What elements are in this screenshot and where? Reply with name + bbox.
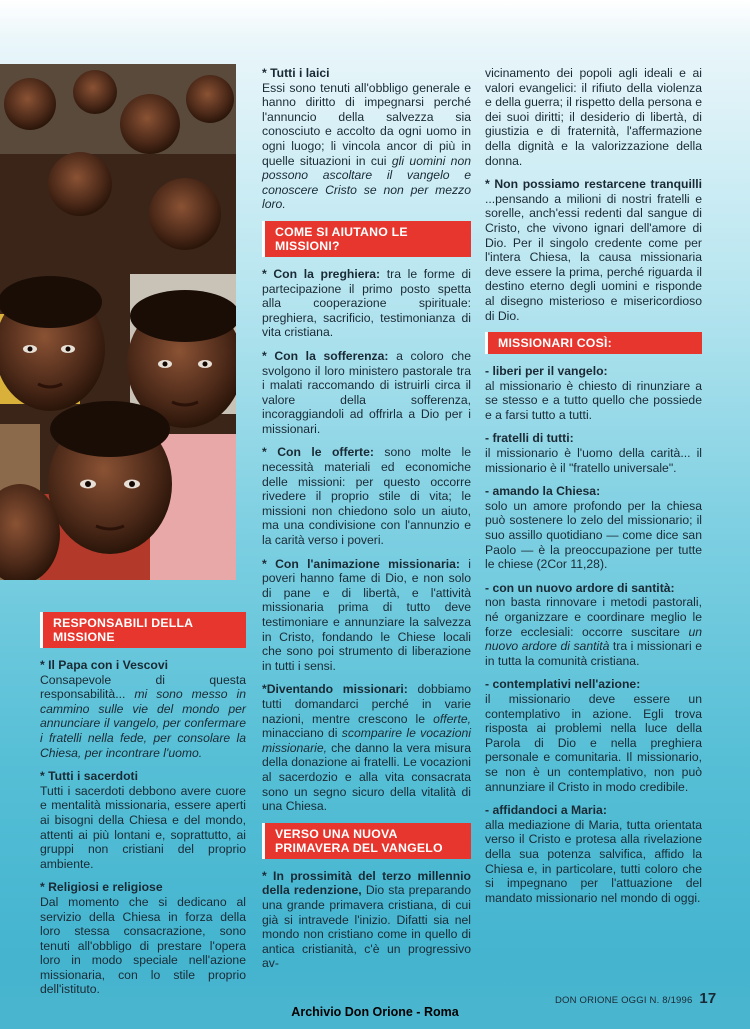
ardore-paragraph <box>485 595 702 668</box>
animazione-paragraph <box>262 557 471 674</box>
affidandoci-heading: - affidandoci a Maria: <box>485 803 607 818</box>
religiosi-heading: * Religiosi e religiose <box>40 880 163 895</box>
laici-paragraph <box>262 81 471 212</box>
amando-heading: - amando la Chiesa: <box>485 484 601 499</box>
contemplativi-heading: - contemplativi nell'azione: <box>485 677 641 692</box>
preghiera-paragraph <box>262 267 471 340</box>
papa-paragraph <box>40 673 246 761</box>
sofferenza-lead: * Con la sofferenza: <box>262 348 389 363</box>
sofferenza-body: a coloro che svolgono il loro ministero pastorale tra i malati raccomando di istruirli circa il valore della sofferenza, incoraggiandoli ad offrirla a Dio per i missionari. <box>262 348 471 436</box>
column-right <box>485 66 702 914</box>
amando-paragraph: solo un amore profondo per la chiesa può sostenere lo zelo del missionario; il suo assillo quotidiano — come dice san Paolo — è la preoccupazione per tutte le chiese (2Cor 11,28). <box>485 498 702 572</box>
offerte-body: sono molte le necessità materiali ed economiche delle missioni: per questo occorre rivedere il proprio stile di vita; le missioni non chiedono solo un aiuto, ma una condivisione con l'annunzio e la carità verso i poveri. <box>262 445 471 548</box>
offerte-lead: * Con le offerte: <box>262 445 374 460</box>
ardore-heading: - con un nuovo ardore di santità: <box>485 580 675 595</box>
children-photo-drawing <box>0 64 236 580</box>
prossimita-paragraph <box>262 869 471 971</box>
diventando-body3: che danno la vera misura della donazione ai fratelli. Le vocazioni al sacerdozio e alla vita consacrata sono un segno sicuro della vitalità di una Chiesa. <box>262 740 471 814</box>
section-header-responsabili: RESPONSABILI DELLA MISSIONE <box>40 612 246 648</box>
section-header-aiutano: COME SI AIUTANO LE MISSIONI? <box>262 221 471 257</box>
papa-italic: mi sono messo in cammino sulle vie del mondo per annunciare il vangelo, per confermare i fratelli nella fede, per consolare la Chiesa, per incontrare l'uomo. <box>40 687 247 760</box>
animazione-lead: * Con l'animazione missionaria: <box>262 556 460 571</box>
laici-body: Essi sono tenuti all'obbligo generale e hanno diritto di impegnarsi perché l'annuncio della salvezza sia conosciuto e accolto da ogni uomo in ogni luogo; li vincola ancor di più in quelle situazioni in cui <box>262 80 471 168</box>
prossimita-body: Dio sta preparando una grande primavera cristiana, di cui già si intravede l'inizio. Difatti sia nel mondo non cristiano come in quello di antica cristianità, c'è un progressivo av- <box>262 883 471 971</box>
papa-heading: * Il Papa con i Vescovi <box>40 658 169 672</box>
column-middle <box>262 66 471 980</box>
ardore-italic: un nuovo ardore di santità <box>485 624 702 654</box>
column-left <box>40 606 246 1006</box>
section-header-primavera: VERSO UNA NUOVA PRIMAVERA DEL VANGELO <box>262 823 471 859</box>
preghiera-body: tra le forme di partecipazione il primo posto spetta alla cooperazione spirituale: preghiera, sacrificio, testimonianza di vita cristiana. <box>262 266 471 340</box>
diventando-body1: dobbiamo tutti domandarci perché in varie nazioni, mentre crescono le <box>262 682 471 726</box>
affidandoci-paragraph: alla mediazione di Maria, tutta orientata verso il Cristo e protesa alla rivelazione della sua potenza salvifica, affido la Chiesa e, in particolare, tutti coloro che si impegnano per l'attuazione del mandato missionario nel mondo di oggi. <box>485 817 702 905</box>
ardore-body1: non basta rinnovare i metodi pastorali, né organizzare e coordinare meglio le forze ecclesiali: occorre suscitare <box>485 595 702 639</box>
children-photo <box>0 64 236 580</box>
restarcene-lead: * Non possiamo restarcene tranquilli <box>485 177 702 192</box>
offerte-paragraph <box>262 445 471 547</box>
preghiera-lead: * Con la preghiera: <box>262 266 381 281</box>
religiosi-paragraph: Dal momento che si dedicano al servizio della Chiesa in forza della loro stessa consacrazione, sono tenuti all'obbligo di prestare l'opera loro in modo speciale nell'azione missionaria, con lo stile proprio dell'istituto. <box>40 894 246 997</box>
continuation-paragraph: vicinamento dei popoli agli ideali e ai valori evangelici: il rifiuto della violenza e della guerra; il rispetto della persona e dei suoi diritti; il desiderio di libertà, di giustizia e di fraternità, l'affermazione della dignità e la valorizzazione della donna. <box>485 66 702 168</box>
restarcene-paragraph <box>485 177 702 323</box>
contemplativi-paragraph: il missionario deve essere un contemplativo in azione. Egli trova risposta ai problemi nella luce della Parola di Dio e nella preghiera personale e comunitaria. Il missionario, se non è un contemplativo, non può annunziare il Cristo in modo credibile. <box>485 691 702 794</box>
archive-credit: Archivio Don Orione - Roma <box>291 1005 459 1019</box>
diventando-paragraph <box>262 682 471 813</box>
fratelli-heading: - fratelli di tutti: <box>485 431 574 446</box>
prossimita-lead: * In prossimità del terzo millennio della redenzione, <box>262 868 471 898</box>
diventando-italic1: offerte, <box>433 711 471 726</box>
page-number: 17 <box>699 990 717 1007</box>
liberi-paragraph: al missionario è chiesto di rinunziare a se stesso e a tutto quello che possiede e a farsi tutto a tutti. <box>485 378 702 422</box>
diventando-lead: *Diventando missionari: <box>262 682 408 697</box>
laici-italic: gli uomini non possono ascoltare il vangelo e conoscere Cristo se non per mezzo loro. <box>262 153 472 212</box>
liberi-heading: - liberi per il vangelo: <box>485 364 608 379</box>
magazine-issue: DON ORIONE OGGI N. 8/1996 <box>555 995 693 1006</box>
laici-heading: * Tutti i laici <box>262 66 330 80</box>
fratelli-paragraph: il missionario è l'uomo della carità... il missionario è il "fratello universale". <box>485 446 702 475</box>
papa-body: Consapevole di questa responsabilità... <box>40 672 246 702</box>
sofferenza-paragraph <box>262 349 471 437</box>
ardore-body2: tra i missionari e in tutta la comunità cristiana. <box>485 639 702 668</box>
sacerdoti-heading: * Tutti i sacerdoti <box>40 769 138 784</box>
restarcene-body: ...pensando a milioni di nostri fratelli e sorelle, anch'essi redenti dal sangue di Cristo, che vivono ignari dell'amore di Dio. Per il singolo credente come per l'intera Chiesa, la causa missionaria deve essere la prima, perché riguarda il destino eterno degli uomini e risponde al disegno misterioso e misericordioso di Dio. <box>485 191 702 323</box>
section-header-cosi: MISSIONARI COSÌ: <box>485 332 702 354</box>
animazione-body: i poveri hanno fame di Dio, e non solo di pane e di libertà, e l'attività missionaria prima di tutto deve testimoniare e annunziare la salvezza in Cristo, fondando le Chiese locali che sono poi strumento di liberazione in tutti i sensi. <box>262 556 472 673</box>
diventando-italic2: scomparire le vocazioni missionarie, <box>262 726 471 755</box>
diventando-body2: minacciano di <box>262 726 338 741</box>
sacerdoti-paragraph: Tutti i sacerdoti debbono avere cuore e mentalità missionaria, essere aperti ai bisogni della Chiesa e del mondo, attenti ai più lontani e, soprattutto, ai gruppi non cristiani del proprio ambiente. <box>40 783 246 871</box>
